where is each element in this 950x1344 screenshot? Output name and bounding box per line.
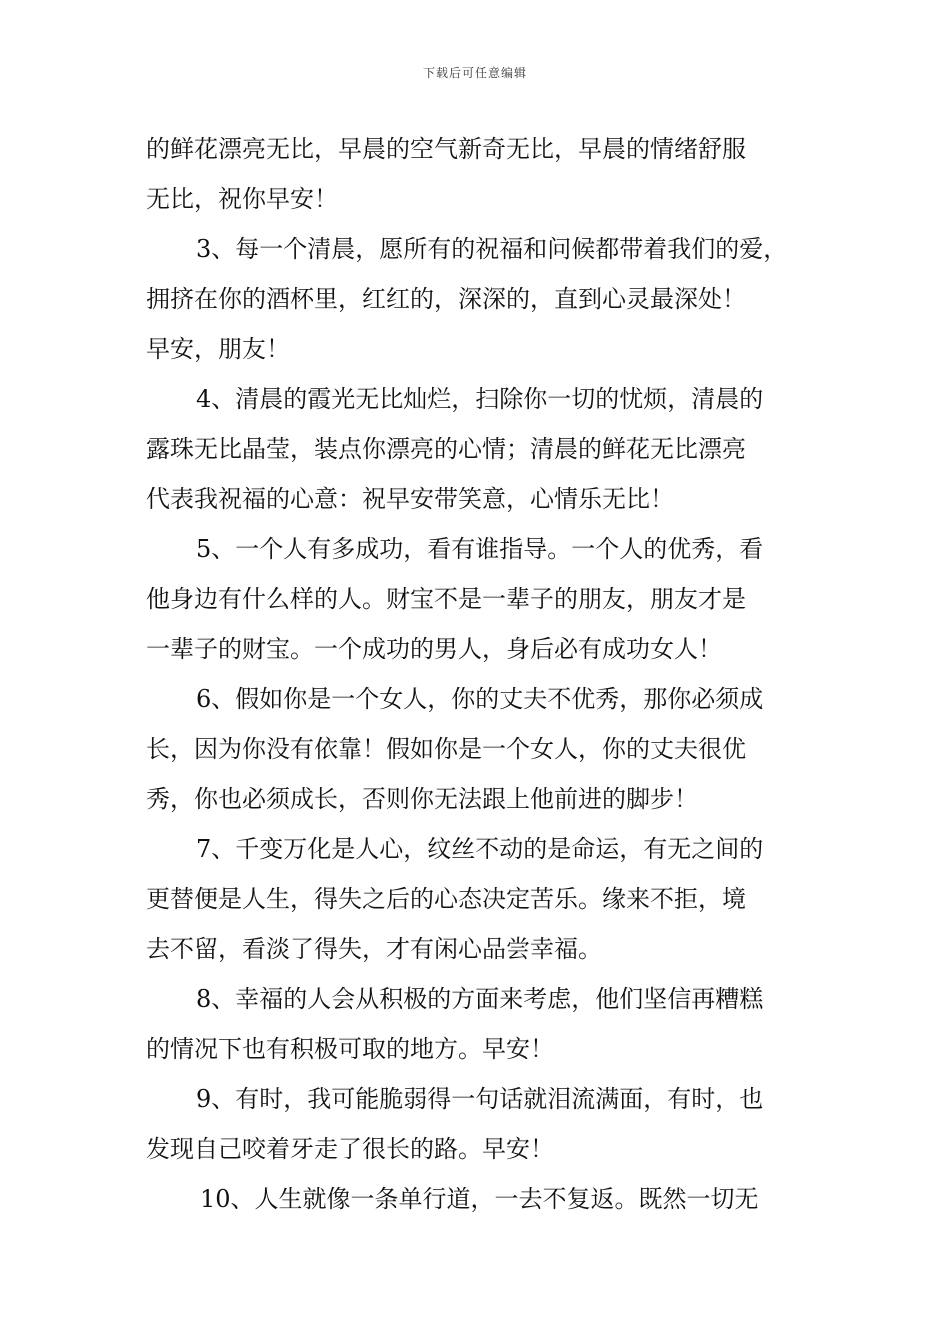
text-line: 无比，祝你早安！ [146,185,338,213]
text-line: 去不留，看淡了得失，才有闲心品尝幸福。 [146,935,602,963]
paragraph-9-start: 9、有时，我可能脆弱得一句话就泪流满面，有时，也 [196,1085,764,1113]
text-line: 的鲜花漂亮无比，早晨的空气新奇无比，早晨的情绪舒服 [146,135,746,163]
paragraph-3-start: 3、每一个清晨，愿所有的祝福和问候都带着我们的爱， [196,235,788,263]
document-body [146,124,836,1224]
text-line: 露珠无比晶莹，装点你漂亮的心情；清晨的鲜花无比漂亮 [146,435,746,463]
text-line: 秀，你也必须成长，否则你无法跟上他前进的脚步！ [146,785,698,813]
text-line: 代表我祝福的心意：祝早安带笑意，心情乐无比！ [146,485,674,513]
text-line: 更替便是人生，得失之后的心态决定苦乐。缘来不拒，境 [146,885,746,913]
page-header: 下载后可任意编辑 [422,66,527,80]
text-line: 一辈子的财宝。一个成功的男人，身后必有成功女人！ [146,635,722,663]
text-line: 早安，朋友！ [146,335,290,363]
paragraph-8-start: 8、幸福的人会从积极的方面来考虑，他们坚信再糟糕 [196,985,764,1013]
paragraph-4-start: 4、清晨的霞光无比灿烂，扫除你一切的忧烦，清晨的 [196,385,764,413]
paragraph-6-start: 6、假如你是一个女人，你的丈夫不优秀，那你必须成 [196,685,764,713]
text-line: 拥挤在你的酒杯里，红红的，深深的，直到心灵最深处！ [146,285,746,313]
text-line: 的情况下也有积极可取的地方。早安！ [146,1035,554,1063]
paragraph-10-start: 10、人生就像一条单行道，一去不复返。既然一切无 [200,1185,759,1213]
text-line: 发现自己咬着牙走了很长的路。早安！ [146,1135,554,1163]
text-line: 长，因为你没有依靠！假如你是一个女人，你的丈夫很优 [146,735,746,763]
text-line: 他身边有什么样的人。财宝不是一辈子的朋友，朋友才是 [146,585,746,613]
paragraph-5-start: 5、一个人有多成功，看有谁指导。一个人的优秀，看 [196,535,764,563]
paragraph-7-start: 7、千变万化是人心，纹丝不动的是命运，有无之间的 [196,835,764,863]
